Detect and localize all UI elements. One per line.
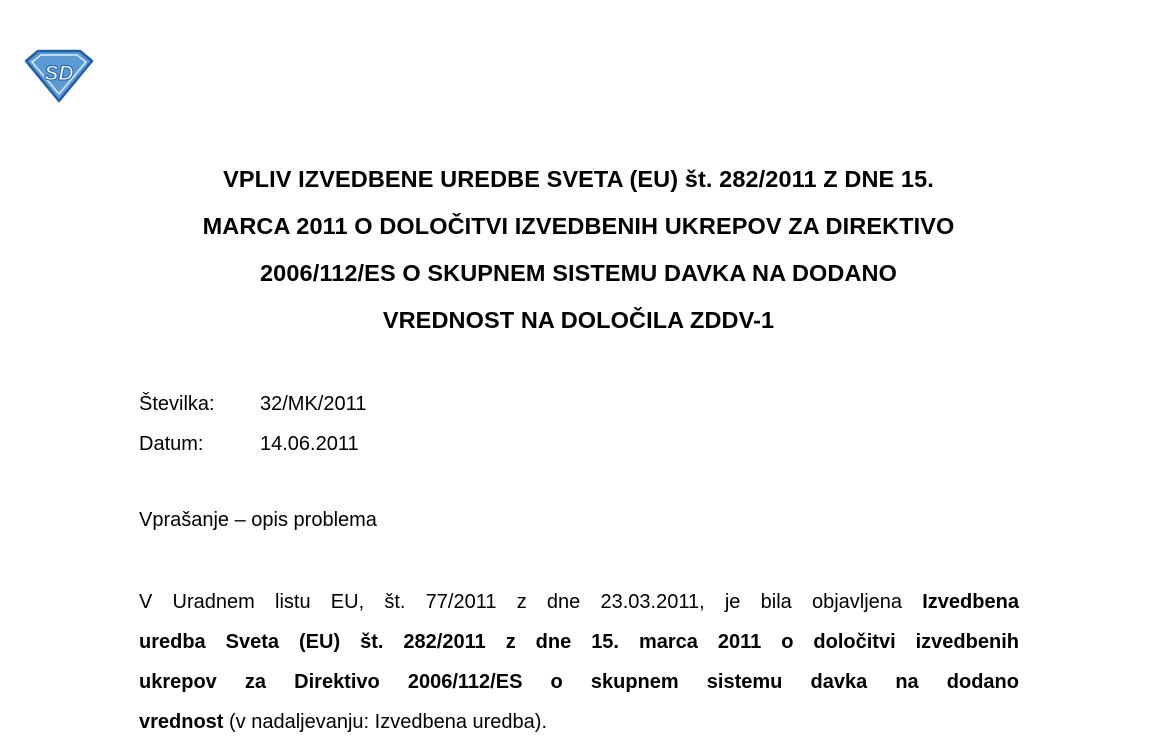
word-bold: o xyxy=(781,631,794,653)
date-label: Datum: xyxy=(139,433,204,455)
word: Uradnem xyxy=(172,591,255,613)
number-row xyxy=(139,384,366,424)
document-meta xyxy=(139,384,366,464)
word-bold: določitvi xyxy=(813,631,896,653)
word: je xyxy=(724,591,741,613)
paragraph-line xyxy=(139,622,1019,662)
word-bold: Sveta xyxy=(225,631,280,653)
number-value: 32/MK/2011 xyxy=(260,393,367,415)
word: 23.03.2011, xyxy=(600,591,705,613)
paragraph-text: (v nadaljevanju: Izvedbena uredba). xyxy=(223,711,548,733)
word: EU, xyxy=(330,591,365,613)
word-bold: (EU) xyxy=(299,631,341,653)
body-paragraph xyxy=(139,582,1019,742)
word-bold: 2006/112/ES xyxy=(407,671,523,693)
paragraph-line xyxy=(139,702,1019,742)
paragraph-line xyxy=(139,582,1019,622)
date-value: 14.06.2011 xyxy=(260,433,359,455)
word-bold: 2011 xyxy=(717,631,762,653)
word: objavljena xyxy=(811,591,903,613)
word-bold: o xyxy=(550,671,563,693)
word-bold: 282/2011 xyxy=(403,631,486,653)
word-bold: davka xyxy=(810,671,868,693)
word-bold: Direktivo xyxy=(294,671,380,693)
word-bold: uredba xyxy=(139,631,206,653)
word-bold: dne xyxy=(535,631,572,653)
word: z xyxy=(516,591,527,613)
word: št. xyxy=(384,591,406,613)
word-bold: z xyxy=(505,631,516,653)
date-row xyxy=(139,424,366,464)
title-line: VPLIV IZVEDBENE UREDBE SVETA (EU) št. 282/2011 Z DNE 15. xyxy=(223,166,934,192)
paragraph-line xyxy=(139,662,1019,702)
word-bold: skupnem xyxy=(590,671,679,693)
word: bila xyxy=(760,591,792,613)
title-line: 2006/112/ES O SKUPNEM SISTEMU DAVKA NA DODANO xyxy=(260,260,897,286)
word-bold: na xyxy=(895,671,919,693)
word: 77/2011 xyxy=(425,591,497,613)
word-bold: za xyxy=(244,671,267,693)
logo-text: SD xyxy=(44,62,74,85)
word: listu xyxy=(275,591,311,613)
word-bold: št. xyxy=(360,631,384,653)
word: V xyxy=(139,591,153,613)
document-title xyxy=(120,156,1037,344)
word-bold: vrednost xyxy=(139,711,224,733)
word-bold: dodano xyxy=(946,671,1019,693)
word-bold: ukrepov xyxy=(139,671,217,693)
word-bold: izvedbenih xyxy=(915,631,1019,653)
word-bold: marca xyxy=(638,631,698,653)
word-bold: Izvedbena xyxy=(922,591,1019,613)
word: dne xyxy=(546,591,581,613)
title-line: MARCA 2011 O DOLOČITVI IZVEDBENIH UKREPOV ZA DIREKTIVO xyxy=(202,213,955,239)
company-logo xyxy=(22,47,96,103)
question-heading: Vprašanje – opis problema xyxy=(139,509,377,531)
title-line: VREDNOST NA DOLOČILA ZDDV-1 xyxy=(382,307,775,333)
number-label: Številka: xyxy=(139,393,215,415)
word-bold: 15. xyxy=(591,631,619,653)
word-bold: sistemu xyxy=(706,671,783,693)
